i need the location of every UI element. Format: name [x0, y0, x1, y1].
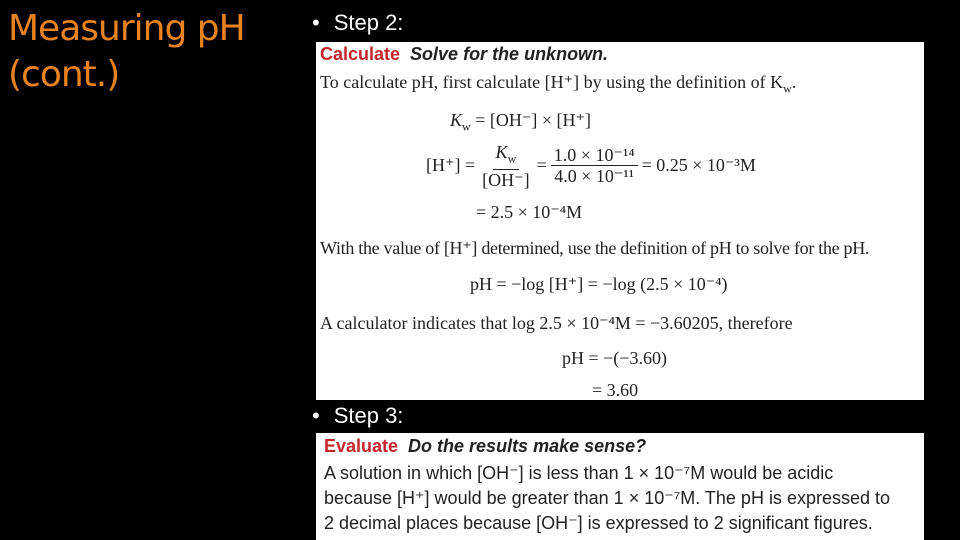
- calculate-header: [320, 44, 608, 65]
- step3-bullet: [312, 403, 403, 429]
- eq2-equals: =: [536, 155, 547, 176]
- kw-symbol: K: [450, 110, 463, 130]
- equation-kw: [450, 110, 591, 135]
- kw-subscript: w: [462, 119, 471, 134]
- calculate-intro: [320, 72, 796, 97]
- evaluate-header-key: Evaluate: [324, 436, 399, 456]
- intro-subscript: w: [783, 81, 792, 96]
- calculate-header-sub: Solve for the unknown.: [410, 44, 609, 64]
- evaluate-header: [324, 436, 646, 457]
- intro-text: To calculate pH, first calculate [H⁺] by using the definition of K: [320, 72, 784, 92]
- step2-label: Step 2:: [333, 10, 404, 35]
- fraction-values: [551, 145, 638, 186]
- equation-ph-neg: pH = −(−3.60): [562, 348, 667, 368]
- intro-end: .: [791, 72, 797, 92]
- slide-title: [8, 6, 245, 98]
- equation-h-concentration: [426, 142, 756, 190]
- slide-title-line1: Measuring pH: [8, 8, 245, 49]
- frac1-den: [OH⁻]: [482, 169, 530, 190]
- slide-title-line2: (cont.): [8, 54, 120, 95]
- frac2-den: 4.0 × 10⁻¹¹: [554, 166, 635, 187]
- equation-ph-result: = 3.60: [592, 380, 639, 400]
- frac2-num: 1.0 × 10⁻¹⁴: [551, 145, 638, 166]
- equation-result-h: = 2.5 × 10⁻⁴M: [476, 202, 583, 222]
- eq2-rhs: = 0.25 × 10⁻³M: [641, 155, 756, 176]
- bullet-dot: •: [312, 10, 320, 35]
- evaluate-line2: because [H⁺] would be greater than 1 × 10⁻⁷M. The pH is expressed to: [324, 488, 890, 508]
- eq2-lhs: [H⁺] =: [426, 155, 476, 176]
- frac1-num-sub: w: [507, 151, 517, 166]
- fraction-kw-over-oh: [479, 142, 533, 190]
- calculate-mid-text: With the value of [H⁺] determined, use the definition of pH to solve for the pH.: [320, 238, 870, 258]
- equation-ph-log: pH = −log [H⁺] = −log (2.5 × 10⁻⁴): [470, 274, 728, 294]
- frac1-num: K: [495, 142, 508, 162]
- step2-bullet: [312, 10, 403, 36]
- evaluate-panel: [316, 433, 924, 540]
- bullet-dot: •: [312, 403, 320, 428]
- evaluate-line1: A solution in which [OH⁻] is less than 1 × 10⁻⁷M would be acidic: [324, 463, 834, 483]
- calculator-line: A calculator indicates that log 2.5 × 10⁻⁴M = −3.60205, therefore: [320, 313, 793, 333]
- calculate-panel: [316, 42, 924, 400]
- evaluate-header-sub: Do the results make sense?: [408, 436, 647, 456]
- calculate-header-key: Calculate: [320, 44, 401, 64]
- step3-label: Step 3:: [333, 403, 404, 428]
- kw-rest: = [OH⁻] × [H⁺]: [470, 110, 591, 130]
- evaluate-line3: 2 decimal places because [OH⁻] is expressed to 2 significant figures.: [324, 513, 873, 533]
